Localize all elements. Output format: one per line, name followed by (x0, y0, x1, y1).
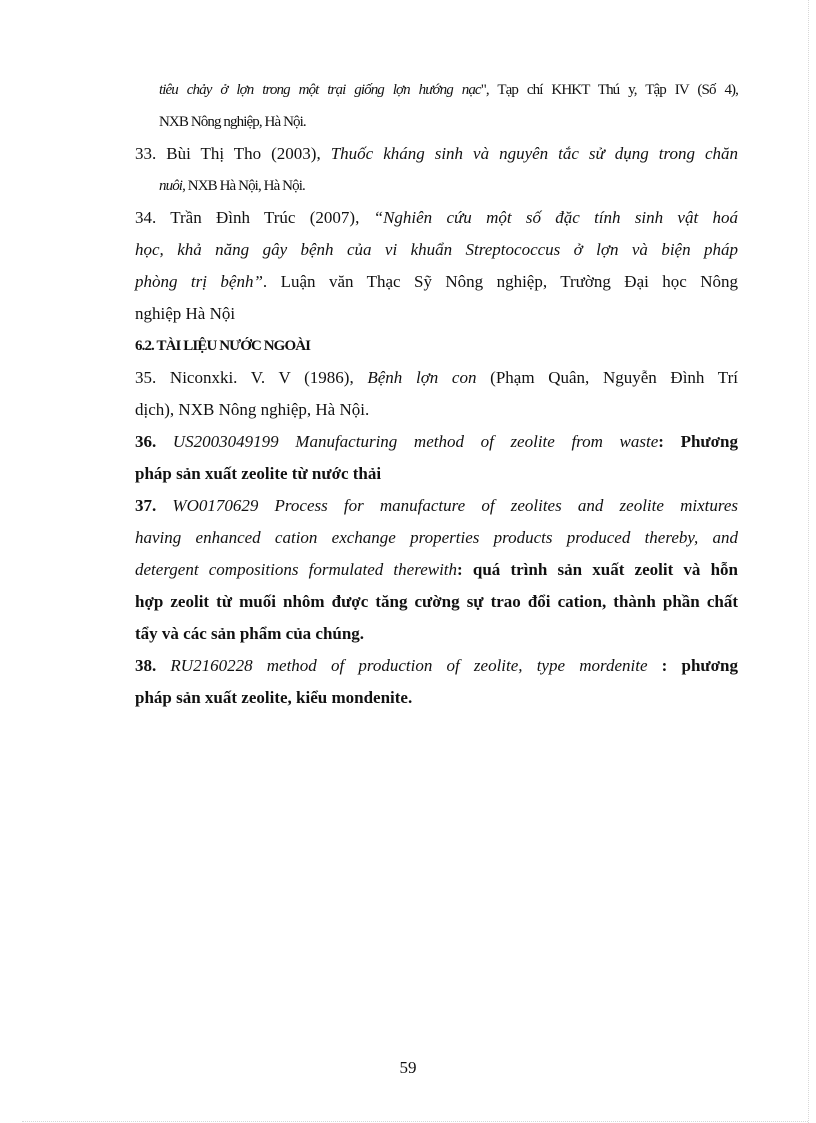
page-border-right (808, 0, 809, 1123)
ref-33-author: 33. Bùi Thị Tho (2003), (135, 144, 331, 163)
ref-35-title: Bệnh lợn con (367, 368, 477, 387)
ref-35-line-1 (135, 362, 738, 394)
ref-33-title-end: nuôi (159, 178, 183, 194)
ref-37-line-3 (135, 554, 738, 586)
ref-37-desc: quá trình sản xuất zeolit và hỗn (462, 560, 739, 579)
ref-34-line-4: nghiệp Hà Nội (135, 304, 236, 323)
ref-35-author: 35. Niconxki. V. V (1986), (135, 368, 368, 387)
ref-34-thesis: . Luận văn Thạc Sỹ Nông nghiệp, Trường Đại học Nông (262, 272, 739, 291)
ref-36-line-1 (135, 426, 738, 458)
ref-33-line-2 (159, 170, 738, 202)
ref-37-title-3: detergent compositions formulated therewith (135, 560, 458, 579)
ref-38-colon: : (647, 656, 668, 675)
ref-36-number: 36. (135, 432, 173, 451)
ref-34-line-2: học, khả năng gây bệnh của vi khuẩn Streptococcus ở lợn và biện pháp (135, 240, 738, 259)
ref-37-line-5: tẩy và các sản phẩm của chúng. (135, 624, 365, 643)
ref-34-title-3: phòng trị bệnh” (135, 272, 263, 291)
ref-37-colon: : (457, 560, 463, 579)
ref-38-desc: phương (667, 656, 738, 675)
ref-35-translators: (Phạm Quân, Nguyễn Đình Trí (476, 368, 738, 387)
ref-38-line-2: pháp sản xuất zeolite, kiểu mondenite. (135, 688, 413, 707)
ref-38-line-1 (135, 650, 738, 682)
ref-32-title-tail: tiêu chảy ở lợn trong một trại giống lợn hướng nạc (159, 82, 481, 98)
ref-36-colon: : (658, 432, 664, 451)
page-number: 59 (399, 1058, 417, 1077)
ref-38-number: 38. (135, 656, 171, 675)
ref-33-title: Thuốc kháng sinh và nguyên tắc sử dụng trong chăn (330, 144, 739, 163)
ref-38-title: RU2160228 method of production of zeolite, type mordenite (170, 656, 648, 675)
ref-32-line-2: NXB Nông nghiệp, Hà Nội. (159, 114, 306, 130)
ref-33-publisher: , NXB Hà Nội, Hà Nội. (182, 178, 305, 194)
ref-36-desc: Phương (663, 432, 739, 451)
section-heading: 6.2. TÀI LIỆU NƯỚC NGOÀI (135, 338, 311, 354)
ref-36-line-2: pháp sản xuất zeolite từ nước thải (135, 464, 382, 483)
ref-34-title-1: “Nghiên cứu một số đặc tính sinh vật hoá (373, 208, 738, 227)
ref-32-journal: ", Tạp chí KHKT Thú y, Tập IV (Số 4), (480, 82, 738, 98)
ref-36-title: US2003049199 Manufacturing method of zeolite from waste (172, 432, 659, 451)
ref-34-author: 34. Trần Đình Trúc (2007), (135, 208, 374, 227)
ref-37-title-1: WO0170629 Process for manufacture of zeolites and zeolite mixtures (172, 496, 738, 515)
ref-34-line-1 (135, 202, 738, 234)
ref-37-line-1 (135, 490, 738, 522)
ref-35-line-2: dịch), NXB Nông nghiệp, Hà Nội. (135, 400, 370, 419)
ref-37-line-2: having enhanced cation exchange properties products produced thereby, and (135, 528, 738, 547)
page-border-bottom (22, 1121, 808, 1122)
ref-37-line-4: hợp zeolit từ muối nhôm được tăng cường sự trao đổi cation, thành phần chất (135, 592, 738, 611)
ref-34-line-3 (135, 266, 738, 298)
ref-32-line-1 (159, 74, 738, 106)
ref-37-number: 37. (135, 496, 173, 515)
ref-33-line-1 (135, 138, 738, 170)
